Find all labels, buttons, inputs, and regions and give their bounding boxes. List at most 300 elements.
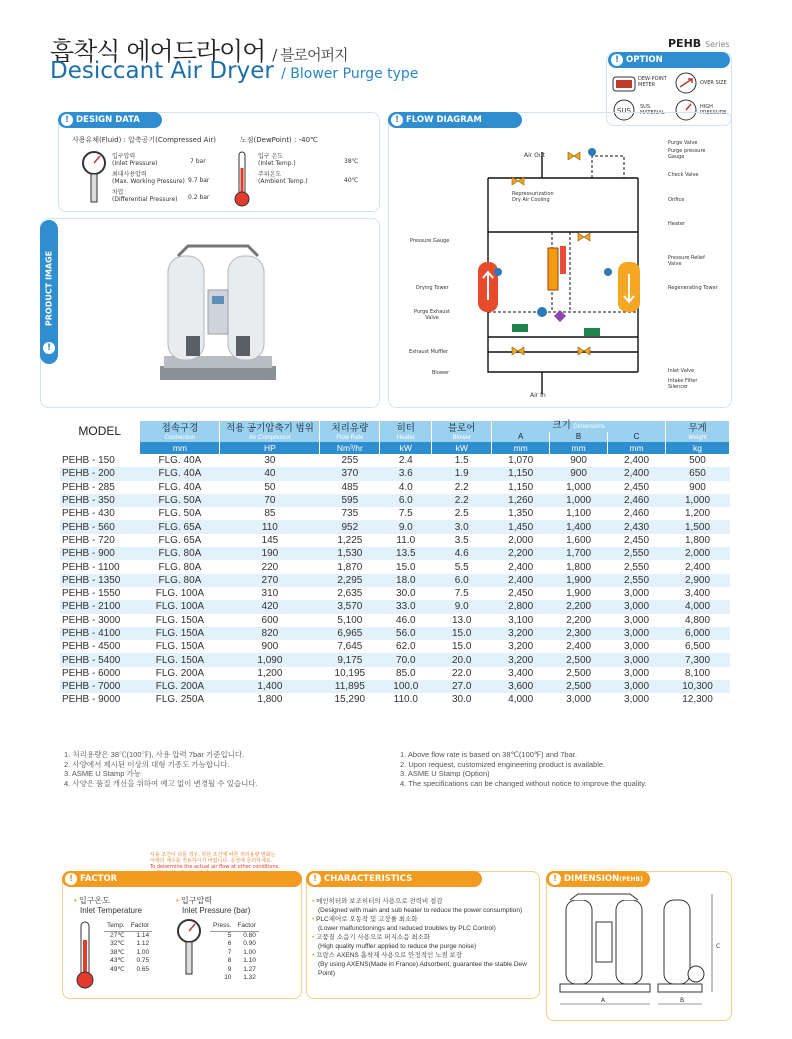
table-row bbox=[60, 693, 730, 706]
note-en-4: 4. The specifications can be changed without notice to improve the quality. bbox=[400, 778, 647, 788]
header-flow: 처리유량 Flow Rate bbox=[320, 421, 380, 442]
table-cell: 2,400 bbox=[666, 560, 730, 573]
table-row bbox=[60, 534, 730, 547]
note-en-1: 1. Above flow rate is based on 38℃(100℉) and 7bar. bbox=[400, 750, 577, 759]
max-pressure-value: 9.7 bar bbox=[188, 177, 210, 184]
table-cell: FLG. 150A bbox=[140, 614, 220, 627]
table-cell: 1,200 bbox=[220, 667, 320, 680]
table-cell: 1,350 bbox=[492, 507, 550, 520]
factor-row bbox=[104, 940, 152, 949]
factor-cell: 6 bbox=[227, 940, 232, 947]
factor-row bbox=[104, 957, 152, 966]
table-cell: 952 bbox=[320, 520, 380, 533]
table-cell: 500 bbox=[666, 454, 730, 467]
table-cell: 30 bbox=[220, 454, 320, 467]
table-cell: 1,260 bbox=[492, 494, 550, 507]
factor-temp-label: • 입구온도 Inlet Temperature bbox=[74, 896, 143, 915]
table-cell: 2,635 bbox=[320, 587, 380, 600]
unit-heater: kW bbox=[380, 442, 432, 454]
table-cell: 110 bbox=[220, 520, 320, 533]
factor-cell: 1.00 bbox=[243, 948, 256, 956]
note-en-2: 2. Upon request, customized engineering product is available. bbox=[400, 759, 606, 769]
info-icon: ! bbox=[65, 873, 77, 885]
table-cell: 900 bbox=[666, 481, 730, 494]
thermometer-icon bbox=[232, 150, 252, 212]
table-cell: 420 bbox=[220, 600, 320, 613]
table-cell: 2,900 bbox=[666, 574, 730, 587]
factor-cell: 1.32 bbox=[243, 974, 256, 981]
table-cell: 2,430 bbox=[608, 520, 666, 533]
dimension-drawing bbox=[556, 892, 726, 1016]
factor-cell: 49℃ bbox=[110, 965, 125, 973]
factor-cell: 0.80 bbox=[243, 931, 256, 939]
model-cell: PEHB - 560 bbox=[60, 520, 140, 533]
table-cell: 1,000 bbox=[550, 494, 608, 507]
svg-text:SUS: SUS bbox=[616, 107, 632, 115]
table-cell: 900 bbox=[220, 640, 320, 653]
option-item-oversize bbox=[674, 72, 698, 98]
factor-row bbox=[104, 931, 152, 940]
factor-header: ! FACTOR bbox=[62, 871, 302, 887]
table-cell: 3.5 bbox=[432, 534, 492, 547]
table-cell: 10,300 bbox=[666, 680, 730, 693]
table-cell: 4,800 bbox=[666, 614, 730, 627]
ambient-temp-value: 40℃ bbox=[344, 177, 359, 184]
header-weight: 무게 Weight bbox=[666, 421, 730, 442]
factor-temp-table: Temp. Factor 27℃ 1.14 32℃ 1.12 38℃ 1.00 43℃ 0.75 49℃ 0.65 bbox=[104, 922, 152, 974]
table-cell: 22.0 bbox=[432, 667, 492, 680]
table-cell: 2,550 bbox=[608, 560, 666, 573]
flow-right-label-4: Heater bbox=[668, 221, 685, 227]
table-cell: 56.0 bbox=[380, 627, 432, 640]
table-cell: 1,870 bbox=[320, 560, 380, 573]
model-cell: PEHB - 5400 bbox=[60, 653, 140, 666]
table-cell: 12,300 bbox=[666, 693, 730, 706]
unit-weight: kg bbox=[666, 442, 730, 454]
model-cell: PEHB - 1550 bbox=[60, 587, 140, 600]
flow-right-label-7: Inlet Valve bbox=[668, 368, 695, 374]
factor-row bbox=[210, 957, 259, 966]
table-row bbox=[60, 507, 730, 520]
model-cell: PEHB - 430 bbox=[60, 507, 140, 520]
model-cell: PEHB - 9000 bbox=[60, 693, 140, 706]
info-icon: ! bbox=[549, 873, 561, 885]
table-row bbox=[60, 454, 730, 467]
table-cell: 6.0 bbox=[432, 574, 492, 587]
factor-press-table: Press. Factor 5 0.80 6 0.90 7 1.00 8 1.10 9 1.27 10 1.32 bbox=[210, 922, 259, 983]
table-cell: 9.0 bbox=[380, 520, 432, 533]
table-cell: FLG. 80A bbox=[140, 560, 220, 573]
table-cell: 1,900 bbox=[550, 587, 608, 600]
table-cell: 3.0 bbox=[432, 520, 492, 533]
factor-row bbox=[104, 949, 152, 958]
table-row bbox=[60, 587, 730, 600]
design-data-header: ! DESIGN DATA bbox=[58, 112, 162, 128]
table-cell: FLG. 40A bbox=[140, 454, 220, 467]
flow-right-label-8: Intake Filter Silencer bbox=[668, 378, 698, 390]
series-name: PEHB bbox=[668, 37, 702, 50]
inlet-temp-value: 38℃ bbox=[344, 158, 359, 165]
table-cell: FLG. 150A bbox=[140, 640, 220, 653]
table-cell: 11.0 bbox=[380, 534, 432, 547]
table-cell: 6.0 bbox=[380, 494, 432, 507]
table-cell: 2,295 bbox=[320, 574, 380, 587]
factor-cell: 32℃ bbox=[110, 940, 125, 947]
table-cell: 2,500 bbox=[550, 667, 608, 680]
flow-diagram-header: ! FLOW DIAGRAM bbox=[388, 112, 522, 128]
table-cell: 5.5 bbox=[432, 560, 492, 573]
factor-cell: 5 bbox=[227, 931, 232, 939]
table-cell: 595 bbox=[320, 494, 380, 507]
table-cell: 2,550 bbox=[608, 574, 666, 587]
table-cell: 2,800 bbox=[492, 600, 550, 613]
table-cell: 1,530 bbox=[320, 547, 380, 560]
table-row bbox=[60, 667, 730, 680]
max-pressure-label: 최대사용압력 (Max. Working Pressure) bbox=[112, 171, 185, 185]
table-cell: 4.0 bbox=[380, 481, 432, 494]
option-item-dewpoint bbox=[612, 74, 636, 98]
table-row bbox=[60, 614, 730, 627]
table-cell: FLG. 150A bbox=[140, 627, 220, 640]
flow-air-out: Air Out bbox=[524, 152, 546, 159]
pressure-gauge-icon bbox=[80, 150, 108, 210]
table-cell: 1,000 bbox=[666, 494, 730, 507]
table-cell: 3,200 bbox=[492, 640, 550, 653]
model-cell: PEHB - 1350 bbox=[60, 574, 140, 587]
diff-pressure-value: 0.2 bar bbox=[188, 194, 210, 201]
table-cell: 2.4 bbox=[380, 454, 432, 467]
flow-right-label-2: Check Valve bbox=[668, 172, 699, 178]
factor-press-label: • 입구압력 Inlet Pressure (bar) bbox=[176, 896, 251, 915]
table-cell: 15.0 bbox=[432, 640, 492, 653]
model-cell: PEHB - 900 bbox=[60, 547, 140, 560]
table-cell: 485 bbox=[320, 481, 380, 494]
info-icon: ! bbox=[391, 114, 403, 126]
table-cell: 33.0 bbox=[380, 600, 432, 613]
table-cell: 3,000 bbox=[608, 653, 666, 666]
table-cell: 15.0 bbox=[380, 560, 432, 573]
table-cell: 3,400 bbox=[666, 587, 730, 600]
table-cell: 1,070 bbox=[492, 454, 550, 467]
table-cell: 13.5 bbox=[380, 547, 432, 560]
info-icon: ! bbox=[43, 342, 55, 354]
table-cell: 110.0 bbox=[380, 693, 432, 706]
table-cell: 1,800 bbox=[666, 534, 730, 547]
table-cell: FLG. 150A bbox=[140, 653, 220, 666]
char-item-1: • 메인히터와 보조히터의 사용으로 전력비 절감 (Designed with main and sub heater to reduce the power consumption) bbox=[312, 898, 523, 914]
header-size-c: C bbox=[608, 432, 666, 442]
table-cell: 2,200 bbox=[550, 614, 608, 627]
table-cell: 4.6 bbox=[432, 547, 492, 560]
table-cell: 2,450 bbox=[608, 534, 666, 547]
table-row bbox=[60, 467, 730, 480]
char-item-3: • 고품질 소음기 사용으로 퍼지소음 최소화 (High quality muffler applied to reduce the purge noise) bbox=[312, 934, 477, 950]
table-cell: 10,195 bbox=[320, 667, 380, 680]
table-cell: 310 bbox=[220, 587, 320, 600]
info-icon: ! bbox=[611, 54, 623, 66]
inlet-pressure-label: 입구압력 (Inlet Pressure) bbox=[112, 153, 158, 167]
char-item-2: • PLC제어로 오동작 및 고장률 최소화 (Lower malfunctionings and reduced troubles by PLC Control) bbox=[312, 916, 496, 932]
table-cell: 27.0 bbox=[432, 680, 492, 693]
spec-table-body bbox=[60, 454, 730, 707]
factor-cell: 38℃ bbox=[110, 948, 125, 956]
unit-size-c: mm bbox=[608, 442, 666, 454]
note-kr-2: 2. 사양에서 제시된 이상의 대형 기종도 가능합니다. bbox=[64, 759, 230, 769]
table-cell: 2,400 bbox=[608, 467, 666, 480]
factor-cell: 0.90 bbox=[243, 940, 256, 947]
table-cell: 2,400 bbox=[492, 560, 550, 573]
table-cell: FLG. 80A bbox=[140, 574, 220, 587]
table-cell: 7,300 bbox=[666, 653, 730, 666]
flow-left-label-1: Drying Tower bbox=[416, 285, 449, 291]
table-cell: 3,000 bbox=[608, 587, 666, 600]
unit-size-a: mm bbox=[492, 442, 550, 454]
table-cell: 1,450 bbox=[492, 520, 550, 533]
table-cell: 2,000 bbox=[666, 547, 730, 560]
table-cell: 30.0 bbox=[380, 587, 432, 600]
flow-right-label-5: Pressure Relief Valve bbox=[668, 255, 705, 267]
flow-left-label-0: Pressure Gauge bbox=[410, 238, 450, 244]
table-cell: 1,225 bbox=[320, 534, 380, 547]
model-cell: PEHB - 200 bbox=[60, 467, 140, 480]
table-cell: 6,000 bbox=[666, 627, 730, 640]
table-cell: FLG. 40A bbox=[140, 467, 220, 480]
table-row bbox=[60, 680, 730, 693]
header-connection: 접속구경 Connection bbox=[140, 421, 220, 442]
table-cell: 820 bbox=[220, 627, 320, 640]
model-cell: PEHB - 2100 bbox=[60, 600, 140, 613]
page-title-kr: 흡착식 에어드라이어 / 블로어퍼지 bbox=[50, 37, 348, 66]
table-cell: FLG. 65A bbox=[140, 520, 220, 533]
table-cell: FLG. 250A bbox=[140, 693, 220, 706]
table-cell: 2,550 bbox=[608, 547, 666, 560]
table-cell: 2.5 bbox=[432, 507, 492, 520]
model-cell: PEHB - 285 bbox=[60, 481, 140, 494]
table-cell: 1,150 bbox=[492, 467, 550, 480]
table-cell: 2,200 bbox=[550, 600, 608, 613]
model-cell: PEHB - 150 bbox=[60, 454, 140, 467]
table-cell: 3,000 bbox=[608, 600, 666, 613]
header-dimensions: 크기 Dimensions bbox=[492, 421, 666, 432]
table-cell: 1,800 bbox=[220, 693, 320, 706]
model-cell: PEHB - 350 bbox=[60, 494, 140, 507]
table-cell: 1,500 bbox=[666, 520, 730, 533]
table-cell: 2,460 bbox=[608, 494, 666, 507]
table-cell: FLG. 65A bbox=[140, 534, 220, 547]
header-heater: 히터 Heater bbox=[380, 421, 432, 442]
factor-cell: 9 bbox=[227, 965, 232, 973]
table-cell: 9,175 bbox=[320, 653, 380, 666]
dewpoint-meter-icon bbox=[612, 74, 636, 94]
option-label-highpressure: HIGH PRESSURE bbox=[700, 104, 727, 116]
table-row bbox=[60, 574, 730, 587]
table-cell: 7,645 bbox=[320, 640, 380, 653]
table-cell: 145 bbox=[220, 534, 320, 547]
unit-size-b: mm bbox=[550, 442, 608, 454]
table-cell: 13.0 bbox=[432, 614, 492, 627]
factor-row bbox=[210, 974, 259, 983]
info-icon: ! bbox=[61, 114, 73, 126]
table-cell: 3,000 bbox=[608, 680, 666, 693]
char-item-4: • 프랑스 AXENS 흡착제 사용으로 안정적인 노점 보장 (By using AXENS(Made in France) Adsorbent, guarantee the stable Dew Point) bbox=[312, 952, 527, 977]
table-cell: 3,000 bbox=[608, 667, 666, 680]
table-cell: FLG. 200A bbox=[140, 667, 220, 680]
model-cell: PEHB - 3000 bbox=[60, 614, 140, 627]
notes-kr bbox=[64, 750, 258, 788]
factor-cell: 1.10 bbox=[243, 957, 256, 964]
notes-en bbox=[400, 750, 647, 788]
table-cell: 6,965 bbox=[320, 627, 380, 640]
option-label-dewpoint: DEW-POINT METER bbox=[638, 76, 667, 88]
page-title-en: Desiccant Air Dryer / Blower Purge type bbox=[50, 58, 419, 84]
note-kr-1: 1. 처리용량은 38℃(100℉), 사용 압력 7bar 기준입니다. bbox=[64, 750, 245, 759]
flow-right-label-0: Purge Valve bbox=[668, 140, 698, 146]
table-row bbox=[60, 481, 730, 494]
dimension-header: ! DIMENSION(PEHB) bbox=[546, 871, 650, 887]
table-cell: FLG. 80A bbox=[140, 547, 220, 560]
table-cell: 1,400 bbox=[550, 520, 608, 533]
factor-row bbox=[104, 966, 152, 975]
table-cell: 1,090 bbox=[220, 653, 320, 666]
table-cell: 1,600 bbox=[550, 534, 608, 547]
unit-compressor: HP bbox=[220, 442, 320, 454]
table-cell: 1,150 bbox=[492, 481, 550, 494]
model-cell: PEHB - 1100 bbox=[60, 560, 140, 573]
factor-row bbox=[210, 931, 259, 940]
table-cell: 50 bbox=[220, 481, 320, 494]
dim-label-a: A bbox=[601, 997, 606, 1004]
table-cell: 1.5 bbox=[432, 454, 492, 467]
table-cell: 20.0 bbox=[432, 653, 492, 666]
table-cell: 7.5 bbox=[432, 587, 492, 600]
table-cell: 650 bbox=[666, 467, 730, 480]
table-cell: 3,000 bbox=[550, 693, 608, 706]
flow-left-label-4: Blower bbox=[432, 370, 450, 376]
table-cell: 2,460 bbox=[608, 507, 666, 520]
table-row bbox=[60, 547, 730, 560]
table-cell: 1,200 bbox=[666, 507, 730, 520]
table-cell: 3,000 bbox=[608, 614, 666, 627]
flow-left-label-3: Exhaust Muffler bbox=[409, 349, 449, 355]
table-cell: 3,200 bbox=[492, 653, 550, 666]
table-cell: FLG. 100A bbox=[140, 587, 220, 600]
table-cell: 270 bbox=[220, 574, 320, 587]
factor-thermometer-icon bbox=[74, 920, 96, 994]
table-cell: 40 bbox=[220, 467, 320, 480]
table-cell: 2,300 bbox=[550, 627, 608, 640]
table-cell: 2,450 bbox=[492, 587, 550, 600]
table-cell: 3,000 bbox=[608, 693, 666, 706]
table-cell: 1,400 bbox=[220, 680, 320, 693]
table-cell: 3.6 bbox=[380, 467, 432, 480]
factor-cell: 27℃ bbox=[110, 931, 125, 939]
table-row bbox=[60, 494, 730, 507]
factor-note: 사용 조건이 다를 경우, 하단 조건에 따른 처리용량 변화는 아래의 계수를 적용하시기 바랍니다. 공정에 문의하세요. To determine the actual air flow at other conditions, bbox=[150, 852, 280, 870]
table-cell: 3,100 bbox=[492, 614, 550, 627]
table-cell: 85.0 bbox=[380, 667, 432, 680]
header-compressor: 적용 공기압축기 범위 Air Compressor bbox=[220, 421, 320, 442]
characteristics-list bbox=[312, 897, 536, 978]
table-cell: 1,700 bbox=[550, 547, 608, 560]
factor-row bbox=[210, 940, 259, 949]
table-cell: 1,800 bbox=[550, 560, 608, 573]
inlet-temp-label: 입구 온도 (Inlet Temp.) bbox=[258, 153, 296, 167]
table-cell: 3,600 bbox=[492, 680, 550, 693]
table-cell: 900 bbox=[550, 454, 608, 467]
table-cell: 11,895 bbox=[320, 680, 380, 693]
factor-cell: 10 bbox=[224, 974, 232, 981]
table-cell: 62.0 bbox=[380, 640, 432, 653]
table-cell: 2,200 bbox=[492, 547, 550, 560]
table-cell: 8,100 bbox=[666, 667, 730, 680]
table-cell: FLG. 100A bbox=[140, 600, 220, 613]
table-cell: 3,000 bbox=[608, 627, 666, 640]
ambient-temp-label: 주위온도 (Ambient Temp.) bbox=[258, 171, 308, 185]
table-cell: 3,570 bbox=[320, 600, 380, 613]
header-size-a: A bbox=[492, 432, 550, 442]
model-cell: PEHB - 6000 bbox=[60, 667, 140, 680]
flow-right-label-6: Regenerating Tower bbox=[668, 285, 718, 291]
table-cell: 3,200 bbox=[492, 627, 550, 640]
note-en-3: 3. ASME U Stamp (Option) bbox=[400, 769, 490, 778]
dim-label-c: C bbox=[716, 943, 721, 950]
table-row bbox=[60, 600, 730, 613]
factor-cell: 1.12 bbox=[136, 940, 150, 947]
model-cell: PEHB - 4500 bbox=[60, 640, 140, 653]
table-cell: 1,000 bbox=[550, 481, 608, 494]
flow-right-label-3: Orifice bbox=[668, 197, 685, 203]
factor-cell: 8 bbox=[227, 957, 232, 964]
table-cell: 1,100 bbox=[550, 507, 608, 520]
table-cell: 70.0 bbox=[380, 653, 432, 666]
note-kr-4: 4. 사양은 품질 개선을 위하여 예고 없이 변경될 수 있습니다. bbox=[64, 778, 258, 788]
table-cell: 2,400 bbox=[492, 574, 550, 587]
unit-flow: Nm³/hr bbox=[320, 442, 380, 454]
table-cell: 2.2 bbox=[432, 481, 492, 494]
table-cell: 735 bbox=[320, 507, 380, 520]
table-cell: 1,900 bbox=[550, 574, 608, 587]
flow-right-label-1: Purge pressure Gauge bbox=[668, 148, 706, 160]
table-cell: 1.9 bbox=[432, 467, 492, 480]
option-header: ! OPTION bbox=[608, 52, 730, 68]
table-row bbox=[60, 520, 730, 533]
table-cell: FLG. 50A bbox=[140, 507, 220, 520]
factor-cell: 0.65 bbox=[136, 965, 150, 973]
model-cell: PEHB - 720 bbox=[60, 534, 140, 547]
table-cell: 6,500 bbox=[666, 640, 730, 653]
note-kr-3: 3. ASME U Stamp 가능 bbox=[64, 769, 142, 778]
table-cell: 9.0 bbox=[432, 600, 492, 613]
table-cell: 5,100 bbox=[320, 614, 380, 627]
factor-gauge-icon bbox=[176, 918, 202, 982]
option-label-sus: SUS. MATERIAL bbox=[640, 104, 665, 116]
fluid-label: 사용유체(Fluid) : 압축공기(Compressed Air) bbox=[72, 136, 216, 144]
option-label-oversize: OVER SIZE bbox=[700, 80, 727, 86]
table-cell: 2,500 bbox=[550, 653, 608, 666]
unit-model bbox=[60, 442, 140, 454]
table-cell: 220 bbox=[220, 560, 320, 573]
characteristics-header: ! CHARACTERISTICS bbox=[306, 871, 482, 887]
table-cell: 46.0 bbox=[380, 614, 432, 627]
table-cell: 2,500 bbox=[550, 680, 608, 693]
table-cell: 3,400 bbox=[492, 667, 550, 680]
table-cell: 2,450 bbox=[608, 481, 666, 494]
info-icon: ! bbox=[309, 873, 321, 885]
header-model: MODEL bbox=[60, 421, 140, 442]
table-cell: 2.2 bbox=[432, 494, 492, 507]
table-cell: 30.0 bbox=[432, 693, 492, 706]
factor-cell: 1.27 bbox=[243, 965, 256, 973]
